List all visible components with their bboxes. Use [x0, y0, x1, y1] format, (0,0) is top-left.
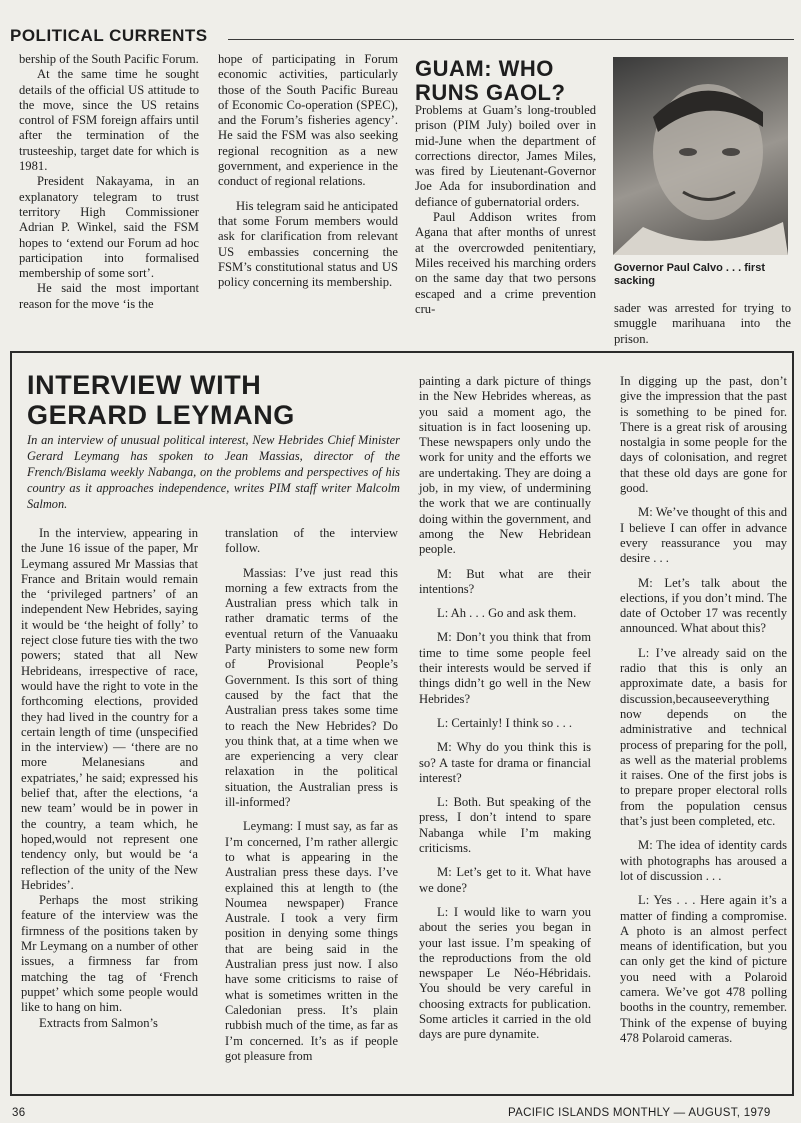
guam-continued: [614, 301, 791, 347]
interview-headline: [27, 370, 295, 430]
portrait-image: [613, 57, 788, 255]
paragraph: M: Let’s get to it. What have we done?: [419, 865, 591, 895]
paragraph: L: Both. But speaking of the press, I don’t intend to spare Nabanga while I’m making criticisms.: [419, 795, 591, 856]
paragraph: M: The idea of identity cards with photographs has aroused a lot of discussion . . .: [620, 838, 787, 883]
paragraph: painting a dark picture of things in the New Hebrides whereas, as you said a moment ago, the situation is in fact loosening up. These newspapers only undo the work for unity and the efforts we are undertaking. They are doing a job, in my view, of undermining the work that we are continually doing within the government, and among the New Hebridean people.: [419, 374, 591, 557]
portrait-photo: [613, 57, 788, 255]
headline-line: RUNS GAOL?: [415, 80, 566, 105]
guam-headline: [415, 57, 565, 105]
photo-caption: Governor Paul Calvo . . . first sacking: [614, 262, 765, 287]
page-number: 36: [12, 1107, 26, 1119]
paragraph: L: I would like to warn you about the series you began in your last issue. I’m speaking of the reproductions from the old newspaper Le Néo-Hébridais. You should be very careful in choosing extracts for publication. Some articles it carried in the old days are pure dynamite.: [419, 904, 591, 1042]
paragraph: Massias: I’ve just read this morning a few extracts from the Australian press which talk in rather dramatic terms of the eventual return of the Vanuaaku Party ministers to some new form of Provisional People’s Government. Is this sort of thing caused by the fact that the Australian press takes some time to reach the New Hebrides? Do you think that, at a time when we are experiencing a very clear relaxation in the political situation, the Australian press is ill-informed?: [225, 565, 398, 810]
paragraph: Extracts from Salmon’s: [39, 1015, 158, 1030]
interview-standfirst: In an interview of unusual political interest, New Hebrides Chief Minister Gerard Leymang has spoken to Jean Massias, director of the French/Bislama weekly Nabanga, on the problems and perspectives of his country as it approaches independence, writes PIM staff writer Malcolm Salmon.: [27, 433, 400, 511]
publication-line: PACIFIC ISLANDS MONTHLY — AUGUST, 1979: [508, 1107, 771, 1119]
interview-column-4: [620, 374, 787, 1046]
headline-line: INTERVIEW WITH: [27, 370, 262, 400]
guam-column: [415, 103, 596, 317]
paragraph: In the interview, appearing in the June 16 issue of the paper, Mr Leymang assured Mr Massias that France and Britain would remain the ‘privileged partners’ of an independent New Hebrides, saying it would be ‘the height of folly’ to reject close future ties with the two powers; stated that all New Hebrideans, irrespective of race, would have the right to vote in the forthcoming elections, provided they had lived in the country for a certain length of time (unspecified in the interview) — ‘there are no more Melanesians and expatriates,’ he said; expressed his belief that, after the elections, ‘a new team’ would be in power in the country, a team which, he hoped,would not represent one tendency only, but would be ‘a reflection of the unity of the New Hebrides’.: [21, 526, 198, 892]
paragraph: L: Yes . . . Here again it’s a matter of finding a compromise. A photo is an almost perfect means of identification, but you can only get the kind of picture you need with a Polaroid camera. We’ve got 478 polling booths in the country, remember. Think of the expense of buying 478 Polaroid cameras.: [620, 893, 787, 1045]
paragraph: M: We’ve thought of this and I believe I can offer in advance every reassurance you may desire . . .: [620, 505, 787, 566]
paragraph: bership of the South Pacific Forum.: [19, 52, 199, 66]
interview-column-2: [225, 526, 398, 1064]
paragraph: He said the most important reason for the move ‘is the: [19, 281, 199, 311]
paragraph: L: I’ve already said on the radio that this is only an approximate date, a basis for discussion,becauseeverything now depends on the administrative and technical process of preparing for the poll, as well as the material problems it raises. One of the first jobs is to prepare proper electoral rolls from the population census that’s just been completed, etc.: [620, 645, 787, 829]
paragraph: President Nakayama, in an explanatory telegram to trust territory High Commissioner Adrian P. Winkel, said the FSM hopes to ‘extend our Forum ad hoc participation into formalised membership of some sort’.: [19, 174, 199, 281]
paragraph: Problems at Guam’s long-troubled prison (PIM July) boiled over in mid-June when the department of corrections director, James Miles, was fired by Lieutenant-Governor Joe Ada for insubordination and defiance of gubernatorial orders.: [415, 103, 596, 209]
paragraph: Paul Addison writes from Agana that after months of unrest at the overcrowded penitentiary, Miles received his marching orders on the same day that two persons escaped and a crime prevention cru-: [415, 210, 596, 316]
headline-line: GERARD LEYMANG: [27, 400, 295, 430]
fsm-column-2: [218, 52, 398, 290]
paragraph: M: Let’s talk about the elections, if you don’t mind. The date of October 17 was recently announced. What about this?: [620, 575, 787, 636]
paragraph: At the same time he sought details of the official US attitude to the move, since the US retains control of FSM foreign affairs until after the termination of the trusteeship, target date for which is 1981.: [19, 67, 199, 174]
paragraph: M: Why do you think this is so? A taste for drama or financial interest?: [419, 740, 591, 785]
section-title: POLITICAL CURRENTS: [10, 26, 208, 45]
paragraph: His telegram said he anticipated that some Forum members would ask for clarification from relevant US embassies concerning the FSM’s constitutional status and US policy concerning its membership.: [218, 198, 398, 290]
paragraph: M: But what are their intentions?: [419, 566, 591, 596]
paragraph: M: Don’t you think that from time to time some people feel their interests would be served if things didn’t go well in the New Hebrides?: [419, 630, 591, 706]
interview-column-1: [21, 526, 198, 1031]
paragraph: Leymang: I must say, as far as I’m concerned, I’m rather allergic to what is appearing in the Australian press these days. I’ve explained this at length to (the Noumea newspaper) France Australe. I took a very firm position in denying some things that are being said in the Australian press just now. I also have some criticisms to raise of what is sometimes written in the Caledonian press. It’s plain rubbish much of the time, as far as I’m concerned. It’s as if people got pleasure from: [225, 819, 398, 1063]
paragraph: L: Ah . . . Go and ask them.: [437, 606, 577, 621]
paragraph: sader was arrested for trying to smuggle marihuana into the prison.: [614, 301, 791, 346]
fsm-column-1: [19, 52, 199, 312]
paragraph: L: Certainly! I think so . . .: [437, 715, 573, 730]
paragraph: translation of the interview follow.: [225, 526, 398, 556]
paragraph: In digging up the past, don’t give the impression that the past is something to be pined for. There is a great risk of arousing nostalgia in some people for the days of colonisation, and regret that these old days are gone for good.: [620, 374, 787, 496]
interview-column-3: [419, 374, 591, 1043]
paragraph: Perhaps the most striking feature of the interview was the firmness of the positions taken by Mr Leymang on a number of other issues, a firmness far from matching the tag of ‘French puppet’ which some people would like to hang on him.: [21, 893, 198, 1015]
header-rule: [228, 39, 794, 40]
headline-line: GUAM: WHO: [415, 56, 554, 81]
paragraph: hope of participating in Forum economic activities, particularly those of the South Pacific Bureau of Economic Co-operation (SPEC), and the Forum’s fisheries agency’. He said the FSM was also seeking regional recognition as a new government, and experience in the conduct of regional relations.: [218, 52, 398, 189]
